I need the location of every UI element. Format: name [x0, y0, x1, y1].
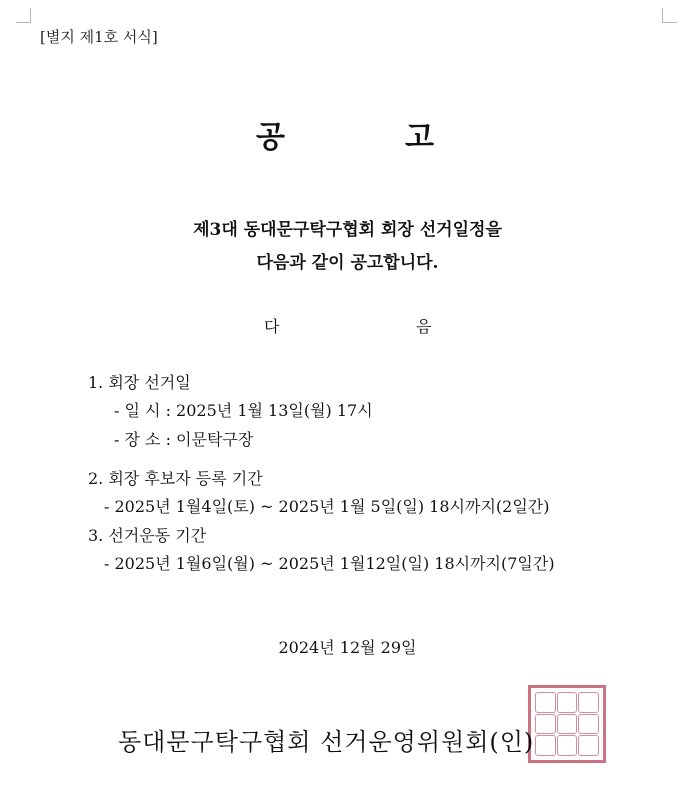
- section-2-period: - 2025년 1월4일(토) ~ 2025년 1월 5일(일) 18시까지(2일간): [104, 497, 550, 516]
- page-corner-mark-right: [662, 8, 677, 23]
- section-2-title: 2. 회장 후보자 등록 기간: [88, 469, 263, 488]
- section-3-title: 3. 선거운동 기간: [88, 526, 207, 545]
- section-1-location: - 장 소 : 이문탁구장: [114, 430, 254, 449]
- section-1-title: 1. 회장 선거일: [88, 373, 191, 392]
- title-left-char: 공: [256, 120, 286, 155]
- intro-line-2: 다음과 같이 공고합니다.: [256, 253, 439, 273]
- page-corner-mark-left: [16, 8, 31, 23]
- form-label: [별지 제1호 서식]: [40, 28, 158, 46]
- title-right-char: 고: [405, 120, 435, 155]
- section-3-period: - 2025년 1월6일(월) ~ 2025년 1월12일(일) 18시까지(7일간): [104, 554, 555, 573]
- organization-signature: 동대문구탁구협회 선거운영위원회(인): [118, 728, 535, 756]
- da-right-char: 음: [416, 317, 432, 336]
- intro-line-1: 제3대 동대문구탁구협회 회장 선거일정을: [193, 220, 502, 240]
- announcement-date: 2024년 12월 29일: [278, 638, 417, 657]
- da-left-char: 다: [264, 317, 280, 336]
- section-1-schedule: - 일 시 : 2025년 1월 13일(월) 17시: [114, 401, 373, 420]
- official-seal-stamp: [528, 685, 606, 763]
